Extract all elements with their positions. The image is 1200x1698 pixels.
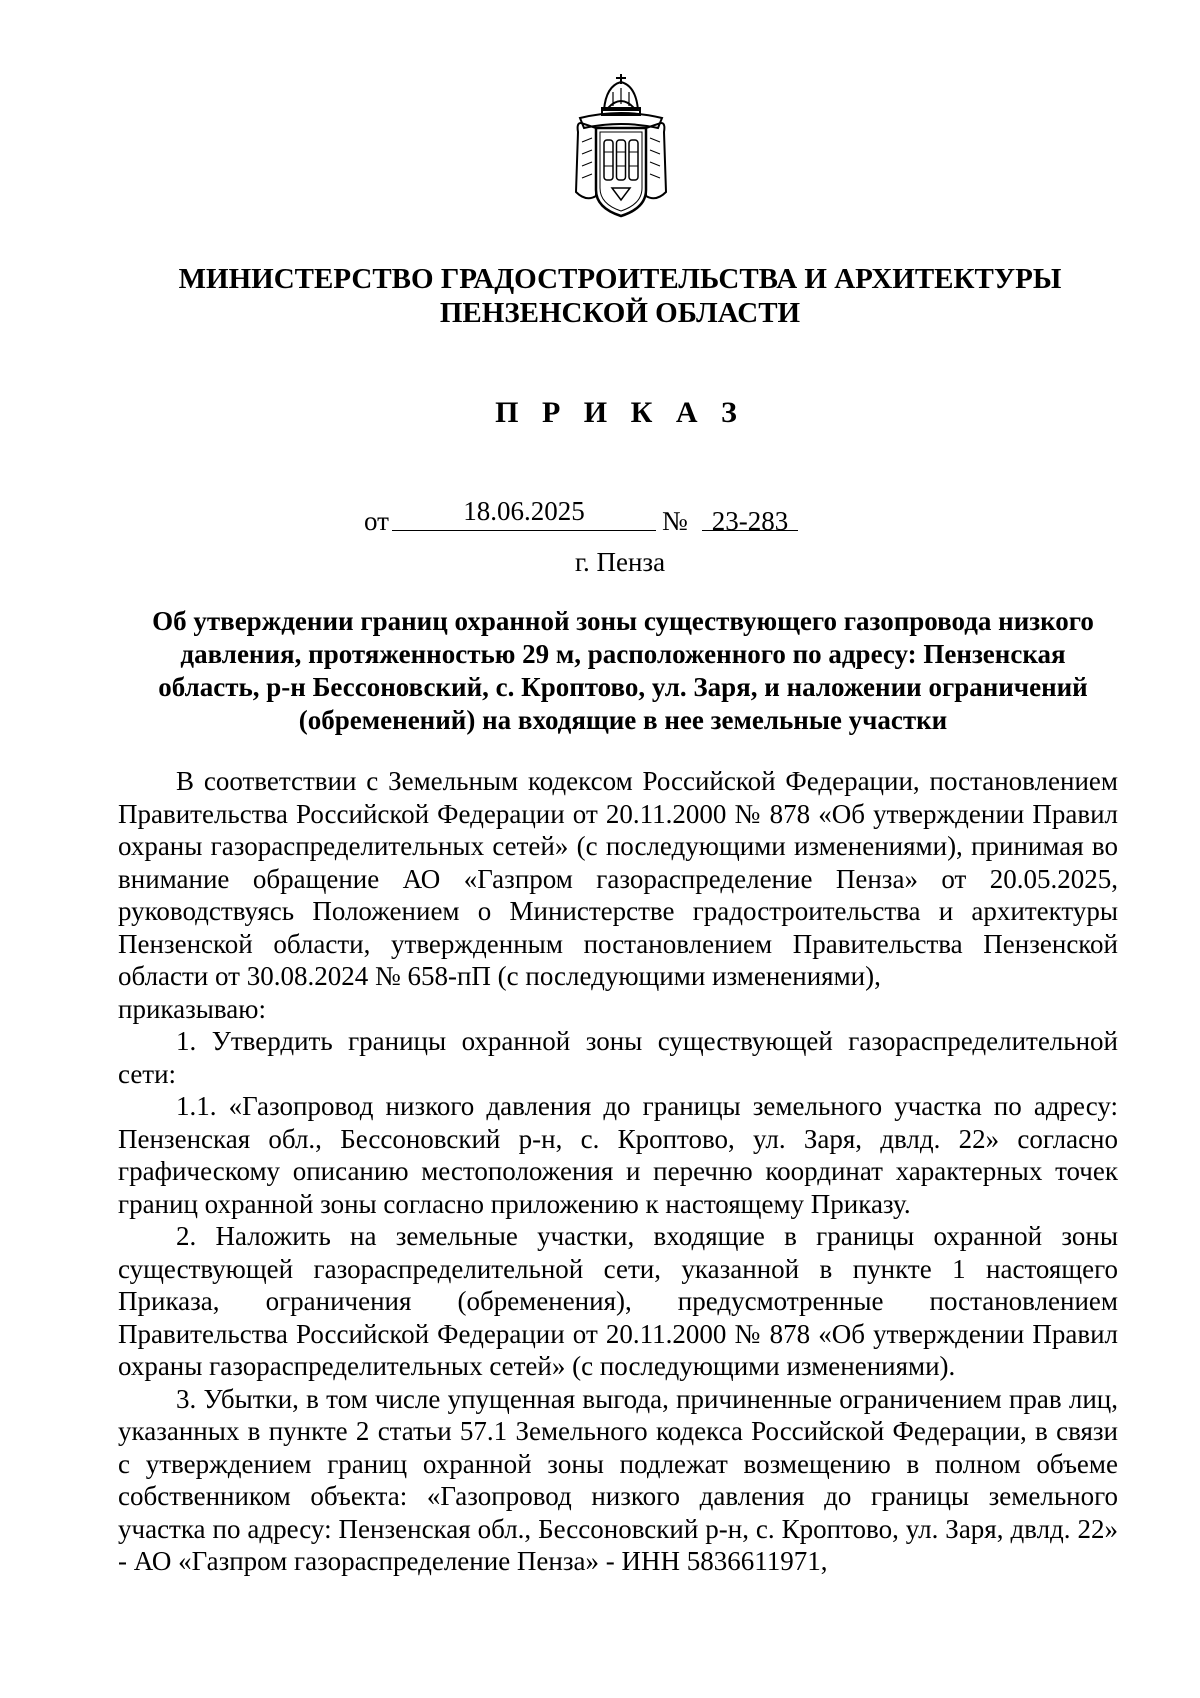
ministry-name-line1: МИНИСТЕРСТВО ГРАДОСТРОИТЕЛЬСТВА И АРХИТЕКТУРЫ [178, 263, 1062, 295]
order-word: приказываю: [118, 993, 266, 1024]
item-3-paragraph: 3. Убытки, в том числе упущенная выгода, причиненные ограничением прав лиц, указанных в пункте 2 статьи 57.1 Земельного кодекса Российской Федерации, в связи с утверждением границ охранной зоны подлежат возмещению в полном объеме собственником объекта: «Газопровод низкого давления до границы земельного участка по адресу: Пензенская обл., Бессоновский р-н, с. Кроптово, ул. Заря, двлд. 22» - АО «Газпром газораспределение Пенза» - ИНН 5836611971, [118, 1383, 1118, 1576]
preamble-paragraph: В соответствии с Земельным кодексом Российской Федерации, постановлением Правительства Российской Федерации от 20.11.2000 № 878 «Об утверждении Правил охраны газораспределительных сетей» (с последующими изменениями), принимая во внимание обращение АО «Газпром газораспределение Пенза» от 20.05.2025, руководствуясь Положением о Министерстве градостроительства и архитектуры Пензенской области, утвержденным постановлением Правительства Пензенской области от 30.08.2024 № 658-пП (с последующими изменениями), [118, 766, 1118, 991]
number-prefix: № [662, 506, 688, 536]
ministry-name [120, 262, 1120, 330]
order-date: 18.06.2025 [463, 496, 585, 526]
subject-line4: (обременений) на входящие в нее земельные участки [298, 705, 948, 735]
item-1-1-paragraph: 1.1. «Газопровод низкого давления до границы земельного участка по адресу: Пензенская обл., Бессоновский р-н, с. Кроптово, ул. Заря, двлд. 22» согласно графическому описанию местоположения и перечню координат характерных точек границ охранной зоны согласно приложению к настоящему Приказу. [118, 1091, 1118, 1219]
order-number: 23-283 [711, 506, 789, 536]
item-2-paragraph: 2. Наложить на земельные участки, входящие в границы охранной зоны существующей газораспределительной сети, указанной в пункте 1 настоящего Приказа, ограничения (обременения), предусмотренные постановлением Правительства Российской Федерации от 20.11.2000 № 878 «Об утверждении Правил охраны газораспределительных сетей» (с последующими изменениями). [118, 1221, 1118, 1381]
item-1-paragraph: 1. Утвердить границы охранной зоны существующей газораспределительной сети: [118, 1026, 1118, 1089]
subject-line1: Об утверждении границ охранной зоны существующего газопровода низкого [152, 606, 1094, 636]
order-subject [128, 605, 1118, 737]
subject-line3: область, р-н Бессоновский, с. Кроптово, ул. Заря, и наложении ограничений [158, 672, 1088, 702]
ministry-name-line2: ПЕНЗЕНСКОЙ ОБЛАСТИ [439, 297, 801, 329]
city-location: г. Пенза [574, 547, 666, 577]
date-underline [392, 530, 656, 531]
order-body [118, 765, 1118, 1578]
subject-line2: давления, протяженностью 29 м, расположенного по адресу: Пензенская [180, 639, 1066, 669]
date-prefix: от [364, 506, 389, 536]
coat-of-arms-emblem [566, 72, 676, 222]
document-type-title: П Р И К А З [495, 396, 745, 429]
